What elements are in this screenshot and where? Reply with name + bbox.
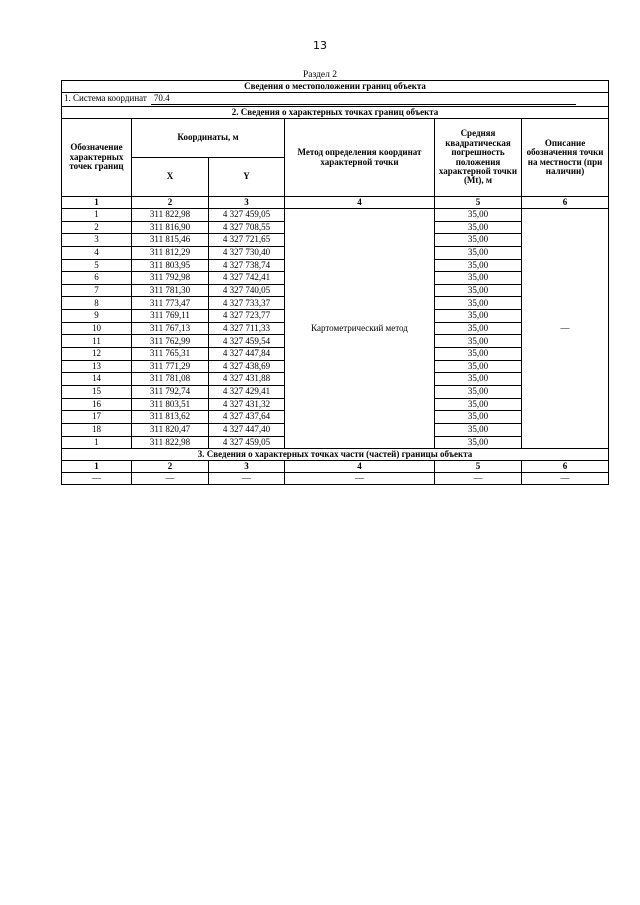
point-y: 4 327 438,69 (209, 360, 285, 373)
points-section-title: 2. Сведения о характерных точках границ объекта (62, 107, 609, 119)
coordinate-system-label: 1. Система координат (64, 93, 147, 104)
point-number: 12 (62, 348, 132, 361)
point-accuracy: 35,00 (435, 322, 522, 335)
header-accuracy: Средняя квадратическая погрешность положения характерной точки (Mt), м (435, 119, 522, 197)
point-number: 11 (62, 335, 132, 348)
point-accuracy: 35,00 (435, 436, 522, 449)
point-x: 311 792,74 (132, 385, 209, 398)
point-y: 4 327 708,55 (209, 221, 285, 234)
point-y: 4 327 742,41 (209, 272, 285, 285)
header-description: Описание обозначения точки на местности (при наличии) (522, 119, 609, 197)
section-heading: Раздел 2 (303, 70, 337, 80)
column-number: 3 (209, 197, 285, 209)
point-accuracy: 35,00 (435, 373, 522, 386)
coordinate-system-row (62, 93, 609, 107)
point-x: 311 771,29 (132, 360, 209, 373)
point-number: 1 (62, 436, 132, 449)
column-number: 2 (132, 461, 209, 473)
point-accuracy: 35,00 (435, 385, 522, 398)
point-accuracy: 35,00 (435, 310, 522, 323)
point-number: 14 (62, 373, 132, 386)
point-x: 311 769,11 (132, 310, 209, 323)
point-x: 311 765,31 (132, 348, 209, 361)
point-y: 4 327 711,33 (209, 322, 285, 335)
point-number: 3 (62, 234, 132, 247)
point-x: 311 781,08 (132, 373, 209, 386)
point-x: 311 815,46 (132, 234, 209, 247)
point-x: 311 813,62 (132, 411, 209, 424)
parts-section-title: 3. Сведения о характерных точках части (частей) границы объекта (62, 449, 609, 461)
point-number: 10 (62, 322, 132, 335)
point-number: 15 (62, 385, 132, 398)
point-number: 1 (62, 209, 132, 222)
point-number: 4 (62, 246, 132, 259)
point-x: 311 803,51 (132, 398, 209, 411)
point-accuracy: 35,00 (435, 246, 522, 259)
header-x: X (132, 158, 209, 197)
point-accuracy: 35,00 (435, 234, 522, 247)
point-y: 4 327 459,05 (209, 436, 285, 449)
empty-cell: — (209, 473, 285, 485)
point-accuracy: 35,00 (435, 335, 522, 348)
boundary-table-body (62, 81, 609, 485)
point-accuracy: 35,00 (435, 398, 522, 411)
point-accuracy: 35,00 (435, 209, 522, 222)
point-x: 311 812,29 (132, 246, 209, 259)
point-number: 18 (62, 423, 132, 436)
header-method: Метод определения координат характерной точки (285, 119, 435, 197)
column-number: 5 (435, 461, 522, 473)
point-number: 8 (62, 297, 132, 310)
empty-cell: — (435, 473, 522, 485)
point-y: 4 327 730,40 (209, 246, 285, 259)
column-number: 4 (285, 461, 435, 473)
point-x: 311 792,98 (132, 272, 209, 285)
point-x: 311 762,99 (132, 335, 209, 348)
point-x: 311 820,47 (132, 423, 209, 436)
point-y: 4 327 431,88 (209, 373, 285, 386)
point-y: 4 327 740,05 (209, 284, 285, 297)
point-accuracy: 35,00 (435, 360, 522, 373)
method-value: Картометрический метод (285, 209, 435, 449)
point-y: 4 327 431,32 (209, 398, 285, 411)
column-number: 6 (522, 461, 609, 473)
point-y: 4 327 447,40 (209, 423, 285, 436)
point-accuracy: 35,00 (435, 297, 522, 310)
point-number: 9 (62, 310, 132, 323)
point-accuracy: 35,00 (435, 411, 522, 424)
point-x: 311 781,30 (132, 284, 209, 297)
column-number: 1 (62, 197, 132, 209)
description-value: — (522, 209, 609, 449)
point-y: 4 327 723,77 (209, 310, 285, 323)
column-number: 4 (285, 197, 435, 209)
point-number: 6 (62, 272, 132, 285)
page-number: 13 (313, 39, 327, 52)
point-y: 4 327 459,54 (209, 335, 285, 348)
column-number: 2 (132, 197, 209, 209)
point-x: 311 773,47 (132, 297, 209, 310)
parts-column-numbers-row (62, 461, 609, 473)
point-accuracy: 35,00 (435, 272, 522, 285)
point-y: 4 327 429,41 (209, 385, 285, 398)
point-number: 17 (62, 411, 132, 424)
parts-empty-row (62, 473, 609, 485)
point-number: 16 (62, 398, 132, 411)
header-y: Y (209, 158, 285, 197)
point-accuracy: 35,00 (435, 221, 522, 234)
point-accuracy: 35,00 (435, 259, 522, 272)
point-row (62, 209, 609, 222)
object-boundary-title: Сведения о местоположении границ объекта (62, 81, 609, 93)
empty-cell: — (132, 473, 209, 485)
column-numbers-row (62, 197, 609, 209)
point-number: 13 (62, 360, 132, 373)
coordinate-system-value: 70.4 (151, 94, 576, 104)
point-y: 4 327 459,05 (209, 209, 285, 222)
point-y: 4 327 738,74 (209, 259, 285, 272)
point-number: 2 (62, 221, 132, 234)
column-number: 6 (522, 197, 609, 209)
point-y: 4 327 733,37 (209, 297, 285, 310)
empty-cell: — (285, 473, 435, 485)
point-number: 5 (62, 259, 132, 272)
header-coordinates: Координаты, м (132, 119, 285, 158)
point-x: 311 816,90 (132, 221, 209, 234)
point-accuracy: 35,00 (435, 423, 522, 436)
boundary-table (61, 80, 609, 485)
point-y: 4 327 721,65 (209, 234, 285, 247)
column-number: 1 (62, 461, 132, 473)
point-x: 311 767,13 (132, 322, 209, 335)
column-number: 5 (435, 197, 522, 209)
column-number: 3 (209, 461, 285, 473)
empty-cell: — (522, 473, 609, 485)
empty-cell: — (62, 473, 132, 485)
point-y: 4 327 447,84 (209, 348, 285, 361)
point-accuracy: 35,00 (435, 348, 522, 361)
point-y: 4 327 437,64 (209, 411, 285, 424)
point-accuracy: 35,00 (435, 284, 522, 297)
point-x: 311 822,98 (132, 436, 209, 449)
point-number: 7 (62, 284, 132, 297)
header-designation: Обозначение характерных точек границ (62, 119, 132, 197)
point-x: 311 822,98 (132, 209, 209, 222)
point-x: 311 803,95 (132, 259, 209, 272)
